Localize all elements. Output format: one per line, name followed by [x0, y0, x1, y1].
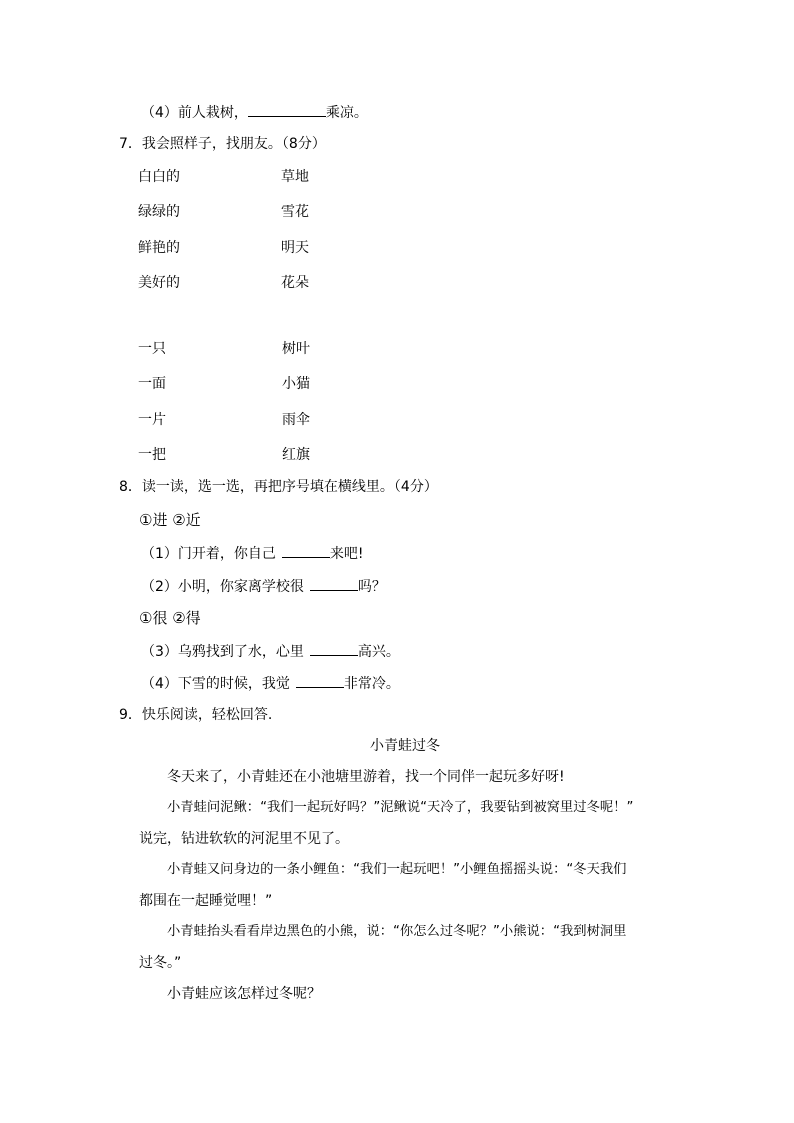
story-paragraph-3-line-1: 小青蛙又问身边的一条小鲤鱼：“我们一起玩吧！”小鲤鱼摇摇头说：“冬天我们	[167, 862, 627, 877]
q7-group2-left-4: 一把	[138, 447, 166, 463]
q7-group2-right-4: 红旗	[282, 447, 310, 463]
q8-item-1	[141, 543, 364, 564]
fill-blank[interactable]	[310, 641, 358, 656]
q7-group1-right-4: 花朵	[281, 275, 309, 291]
story-paragraph-3-line-2: 都围在一起睡觉哩！”	[139, 893, 273, 909]
q8-item-4-suffix: 非常冷。	[343, 676, 400, 692]
fill-blank[interactable]	[282, 543, 330, 558]
q7-group2-left-1: 一只	[138, 341, 166, 357]
q6-item-4-prefix: （4）前人栽树，	[141, 105, 248, 121]
story-paragraph-2-line-2: 说完，钻进软软的河泥里不见了。	[139, 831, 349, 847]
q8-item-1-prefix: （1）门开着，你自己	[141, 546, 276, 562]
story-paragraph-1: 冬天来了，小青蛙还在小池塘里游着，找一个同伴一起玩多好呀!	[167, 769, 565, 785]
q7-group2-right-3: 雨伞	[282, 412, 310, 428]
story-paragraph-2-line-1: 小青蛙问泥鳅：“我们一起玩好吗？”泥鳅说“天冷了，我要钻到被窝里过冬呢！”	[167, 800, 634, 815]
q8-item-2	[141, 576, 386, 597]
q8-item-2-prefix: （2）小明，你家离学校很	[141, 579, 304, 595]
q7-group1-right-1: 草地	[281, 169, 309, 185]
q7-group1-left-1: 白白的	[138, 169, 180, 185]
q7-group1-left-3: 鲜艳的	[138, 240, 180, 256]
fill-blank[interactable]	[248, 102, 326, 117]
q7-group2-right-2: 小猫	[282, 376, 310, 392]
q7-group2-right-1: 树叶	[282, 341, 310, 357]
q8-item-4-prefix: （4）下雪的时候，我觉	[141, 676, 290, 692]
q6-item-4	[141, 102, 368, 123]
story-title: 小青蛙过冬	[370, 738, 440, 754]
q8-item-3-prefix: （3）乌鸦找到了水，心里	[141, 644, 304, 660]
fill-blank[interactable]	[296, 673, 344, 688]
q8-heading: 8．读一读，选一选，再把序号填在横线里。（4分）	[119, 479, 438, 495]
q8-options-2: ①很 ②得	[139, 609, 201, 627]
q8-item-3	[141, 641, 400, 662]
q7-group1-right-2: 雪花	[281, 204, 309, 220]
q7-heading: 7．我会照样子，找朋友。（8分）	[119, 136, 326, 152]
story-paragraph-4-line-2: 过冬。”	[139, 955, 182, 971]
q7-group2-left-2: 一面	[138, 376, 166, 392]
q8-item-3-suffix: 高兴。	[357, 644, 400, 660]
story-paragraph-4-line-1: 小青蛙抬头看看岸边黑色的小熊，说：“你怎么过冬呢？”小熊说：“我到树洞里	[167, 924, 627, 939]
q7-group1-right-3: 明天	[281, 240, 309, 256]
q9-heading: 9．快乐阅读，轻松回答.	[119, 707, 273, 723]
q8-item-2-suffix: 吗？	[357, 579, 386, 595]
story-paragraph-5: 小青蛙应该怎样过冬呢？	[167, 986, 321, 1002]
q8-item-4	[141, 673, 400, 694]
q7-group1-left-2: 绿绿的	[138, 204, 180, 220]
q7-group1-left-4: 美好的	[138, 275, 180, 291]
q7-group2-left-3: 一片	[138, 412, 166, 428]
q6-item-4-suffix: 乘凉。	[325, 105, 368, 121]
q8-options-1: ①进 ②近	[139, 511, 201, 529]
q8-item-1-suffix: 来吧!	[329, 546, 364, 562]
fill-blank[interactable]	[310, 576, 358, 591]
